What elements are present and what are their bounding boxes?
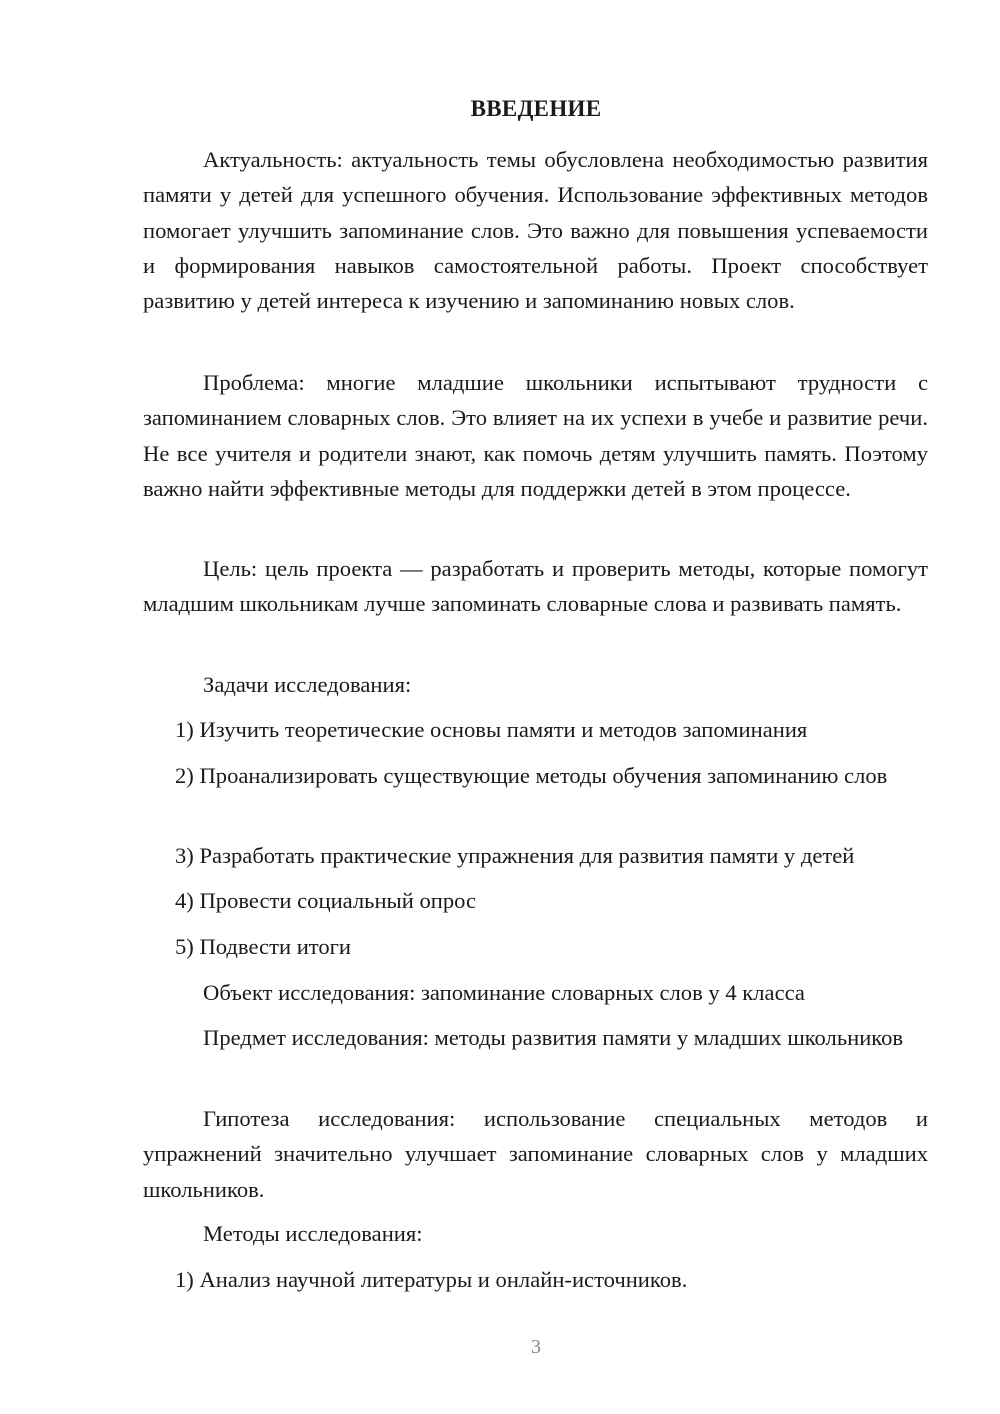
tasks-heading: Задачи исследования:: [203, 672, 412, 697]
task-item-3: 3) Разработать практические упражнения для развития памяти у детей: [175, 843, 855, 868]
hypothesis-paragraph: Гипотеза исследования: использование специальных методов и упражнений значительно улучшает запоминание словарных слов у младших школьников.: [143, 1106, 928, 1202]
problem-paragraph: Проблема: многие младшие школьники испытывают трудности с запоминанием словарных слов. Это влияет на их успехи в учебе и развитие речи. Не все учителя и родители знают, как помочь детям улучшить память. Поэтому важно найти эффективные методы для поддержки детей в этом процессе.: [143, 370, 928, 501]
task-item-1: 1) Изучить теоретические основы памяти и методов запоминания: [175, 717, 808, 742]
method-item-1: 1) Анализ научной литературы и онлайн-источников.: [175, 1267, 688, 1292]
subject-paragraph: Предмет исследования: методы развития памяти у младших школьников: [203, 1025, 904, 1050]
section-title: ВВЕДЕНИЕ: [470, 96, 602, 121]
task-item-4: 4) Провести социальный опрос: [175, 888, 477, 913]
goal-paragraph: Цель: цель проекта — разработать и проверить методы, которые помогут младшим школьникам лучше запоминать словарные слова и развивать память.: [143, 556, 928, 617]
relevance-paragraph: Актуальность: актуальность темы обусловлена необходимостью развития памяти у детей для успешного обучения. Использование эффективных методов помогает улучшить запоминание слов. Это важно для повышения успеваемости и формирования навыков самостоятельной работы. Проект способствует развитию у детей интереса к изучению и запоминанию новых слов.: [143, 147, 928, 314]
methods-heading: Методы исследования:: [203, 1221, 423, 1246]
task-item-2: 2) Проанализировать существующие методы обучения запоминанию слов: [175, 763, 888, 788]
object-line: Объект исследования: запоминание словарных слов у 4 класса: [203, 980, 805, 1005]
page-number: 3: [531, 1336, 541, 1358]
task-item-5: 5) Подвести итоги: [175, 934, 352, 959]
